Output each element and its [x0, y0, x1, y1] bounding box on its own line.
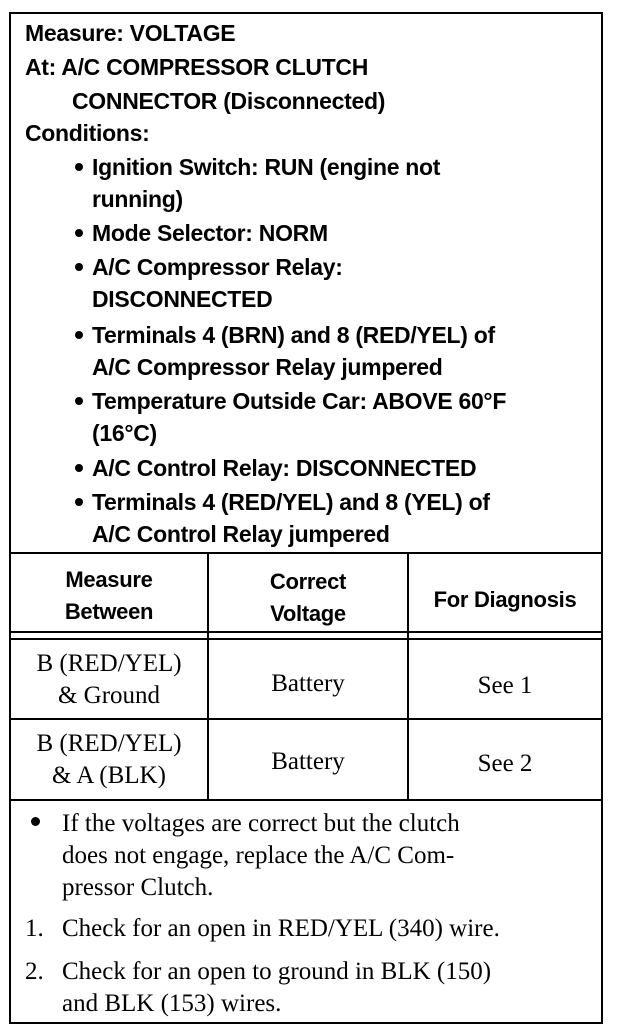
at-line-2: CONNECTOR (Disconnected) [72, 88, 386, 114]
condition-2-line-1: Mode Selector: NORM [92, 220, 328, 246]
diagnostic-card [9, 12, 603, 1024]
numbered-note-1-line-1: Check for an open in RED/YEL (340) wire. [62, 915, 500, 942]
condition-3-line-2: DISCONNECTED [92, 286, 273, 312]
column-header-for-diagnosis [409, 584, 601, 616]
numbered-note-2-line-2: and BLK (153) wires. [62, 990, 282, 1017]
bullet-icon [75, 163, 83, 171]
condition-1-line-1: Ignition Switch: RUN (engine not [92, 154, 441, 180]
header-rule-1 [11, 631, 601, 633]
row-rule [11, 718, 601, 720]
table-bottom-rule [11, 799, 601, 801]
table-row-2-between [11, 728, 207, 792]
measure-line: Measure: VOLTAGE [25, 20, 236, 46]
bullet-icon [75, 263, 83, 271]
table-row-1-between [11, 648, 207, 712]
note-line-1: If the voltages are correct but the clutch [62, 810, 460, 837]
table-row-2-diagnosis: See 2 [477, 750, 533, 777]
condition-6-line-1: A/C Control Relay: DISCONNECTED [92, 455, 477, 481]
column-header-line: For Diagnosis [433, 587, 577, 612]
condition-5-line-2: (16°C) [92, 420, 157, 446]
cell-line: & A (BLK) [52, 762, 166, 789]
table-row-2-voltage: Battery [271, 748, 345, 775]
cell-line: & Ground [57, 682, 161, 709]
note-line-2: does not engage, replace the A/C Com- [62, 842, 455, 869]
at-line-1: At: A/C COMPRESSOR CLUTCH [25, 54, 369, 80]
conditions-label: Conditions: [25, 120, 150, 146]
cell-line: B (RED/YEL) [36, 650, 182, 677]
condition-1-line-2: running) [92, 186, 183, 212]
numbered-note-2-number: 2. [25, 958, 44, 985]
note-line-3: pressor Clutch. [62, 874, 214, 901]
column-header-line: Measure [65, 567, 153, 592]
condition-7-line-2: A/C Control Relay jumpered [92, 521, 390, 547]
condition-5-line-1: Temperature Outside Car: ABOVE 60°F [92, 388, 507, 414]
condition-7-line-1: Terminals 4 (RED/YEL) and 8 (YEL) of [92, 489, 490, 515]
column-header-measure-between [11, 564, 207, 628]
table-top-rule [11, 552, 601, 554]
column-header-line: Between [64, 599, 154, 624]
column-header-correct-voltage [209, 566, 407, 630]
condition-4-line-2: A/C Compressor Relay jumpered [92, 354, 443, 380]
cell-line: B (RED/YEL) [36, 730, 182, 757]
bullet-icon [75, 498, 83, 506]
column-header-line: Correct [269, 569, 347, 594]
header-rule-2 [11, 638, 601, 640]
bullet-icon [75, 397, 83, 405]
column-header-line: Voltage [270, 601, 346, 626]
condition-4-line-1: Terminals 4 (BRN) and 8 (RED/YEL) of [92, 322, 495, 348]
numbered-note-1-number: 1. [25, 915, 44, 942]
bullet-icon [75, 229, 83, 237]
table-row-1-voltage: Battery [271, 670, 345, 697]
table-row-1-diagnosis: See 1 [477, 672, 533, 699]
condition-3-line-1: A/C Compressor Relay: [92, 254, 343, 280]
bullet-icon [75, 331, 83, 339]
note-bullet-icon [31, 817, 40, 826]
bullet-icon [75, 464, 83, 472]
test-conditions-block [11, 14, 601, 552]
numbered-note-2-line-1: Check for an open to ground in BLK (150) [62, 958, 492, 985]
